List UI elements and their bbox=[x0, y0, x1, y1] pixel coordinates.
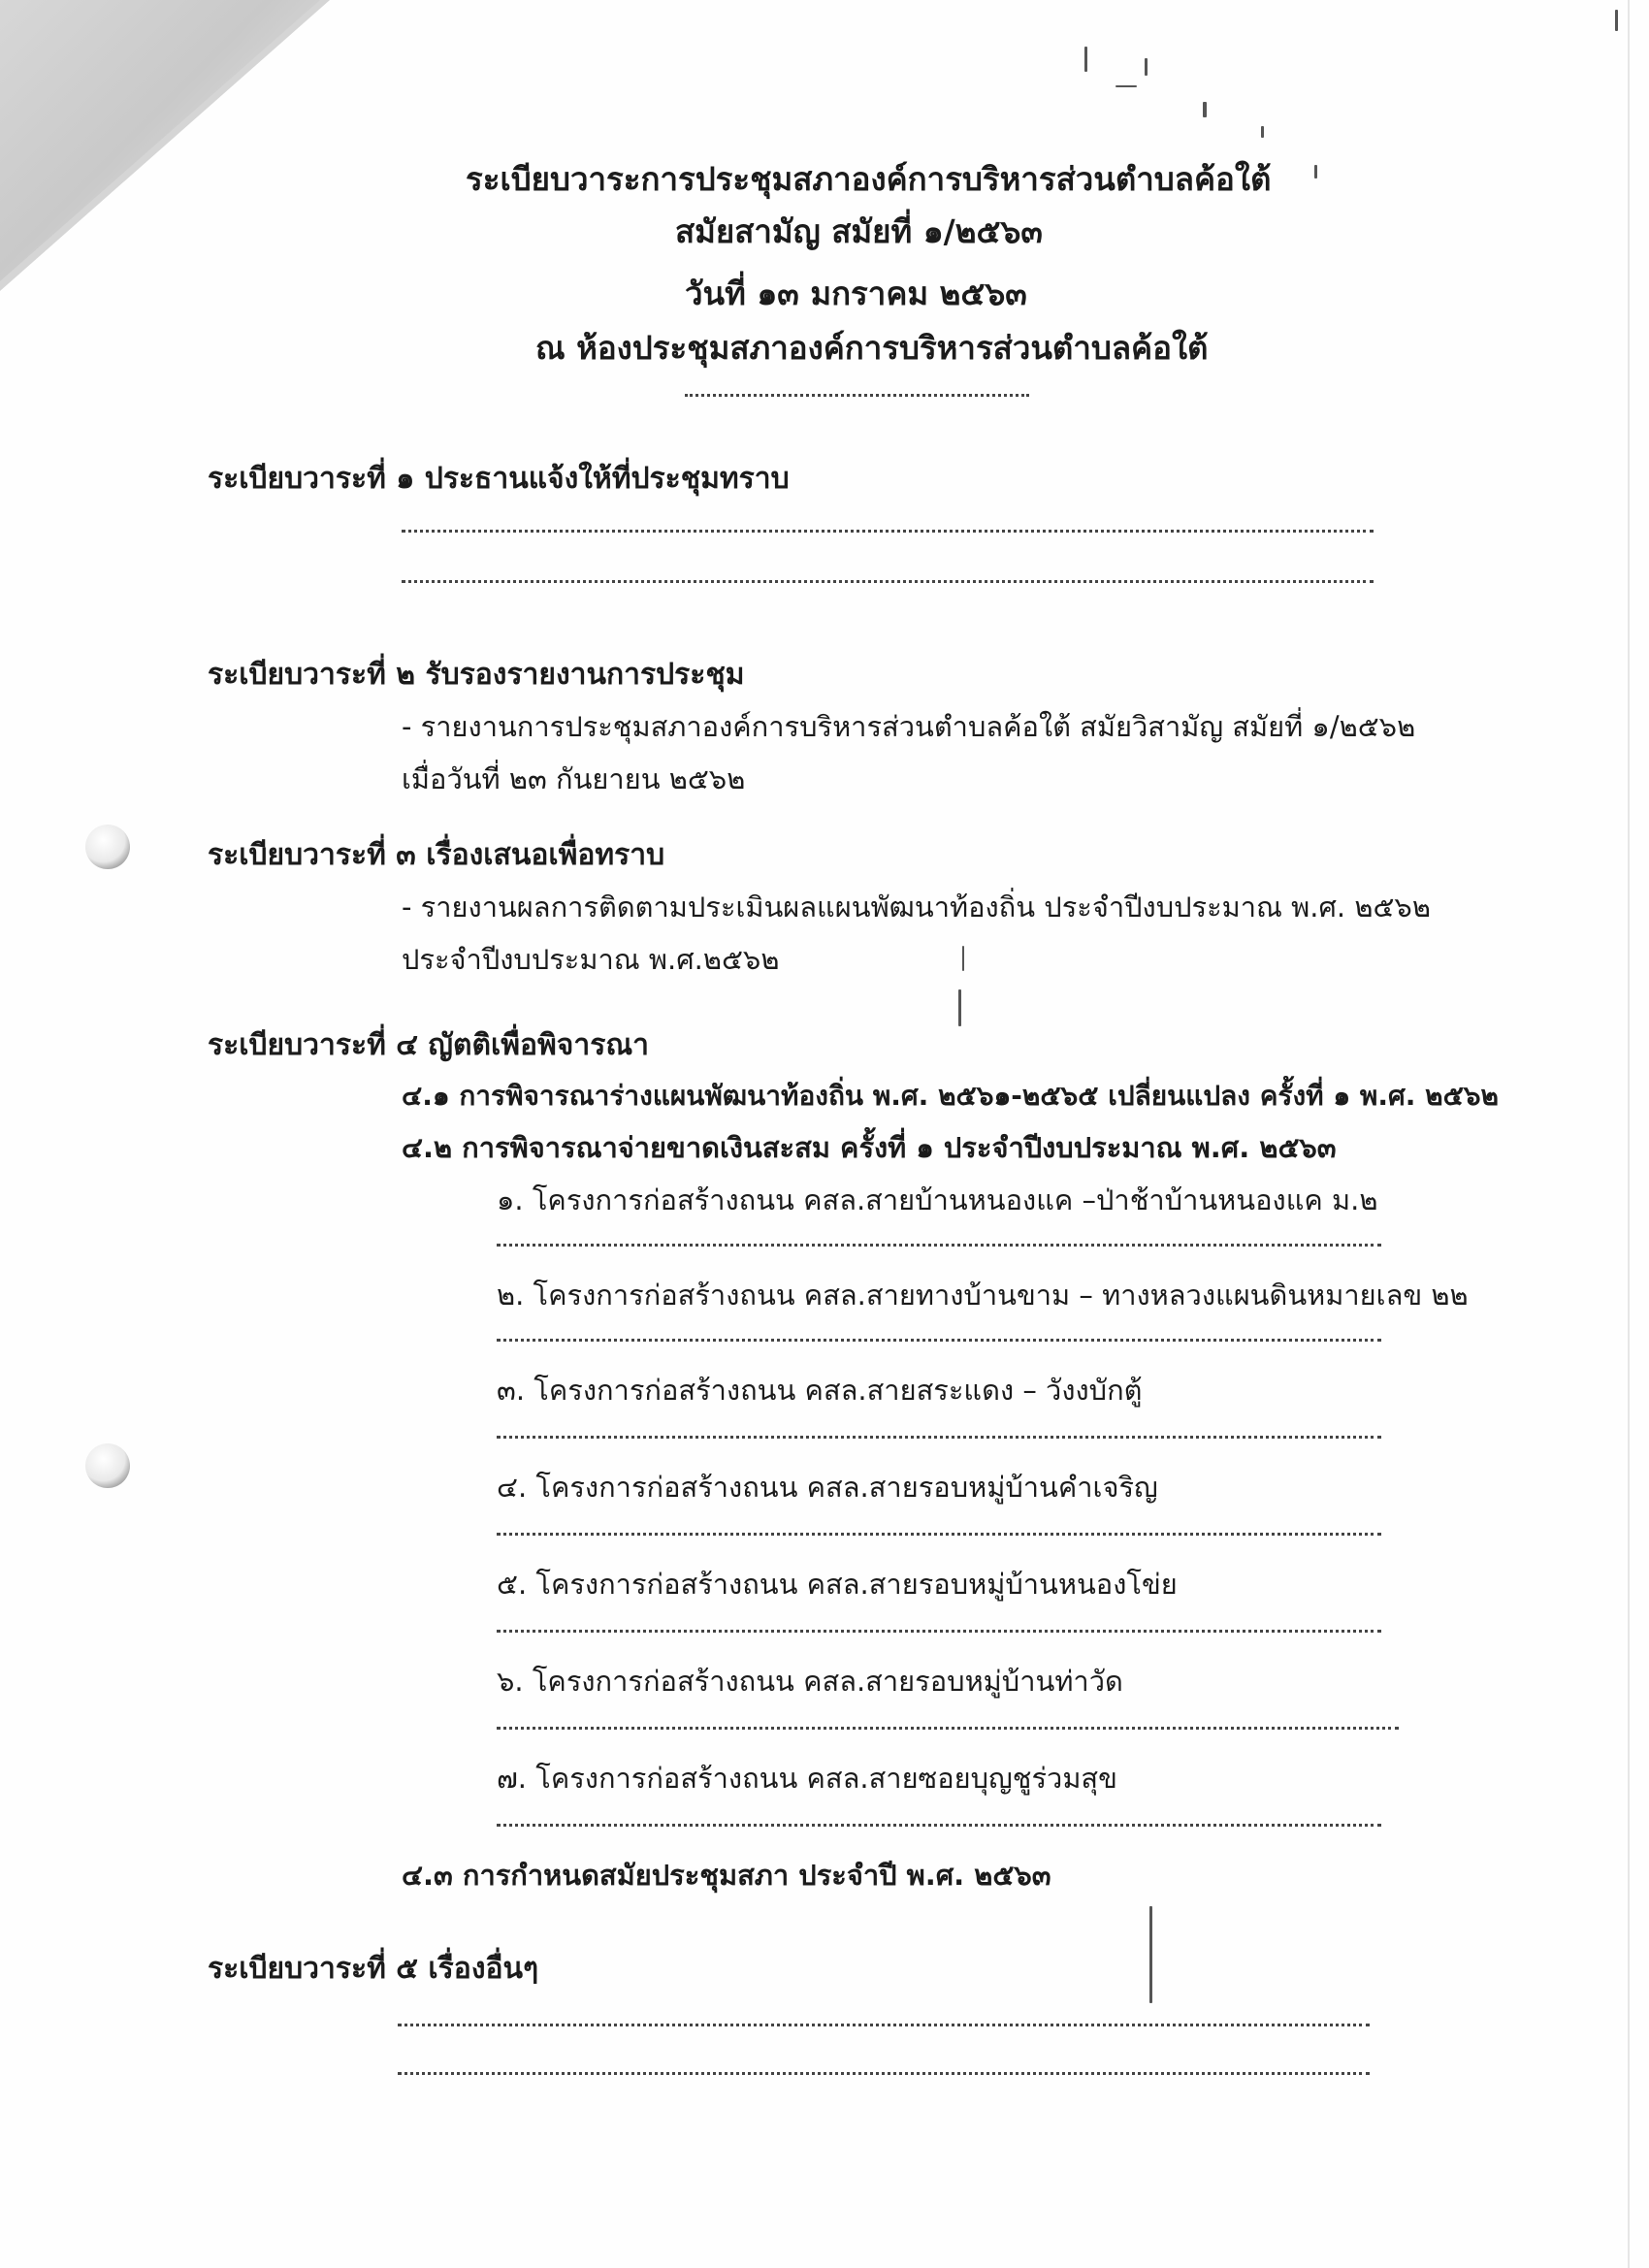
agenda-4-3: ๔.๓ การกำหนดสมัยประชุมสภา ประจำปี พ.ศ. ๒๕๖๓ bbox=[402, 1859, 1051, 1892]
document-title: ระเบียบวาระการประชุมสภาองค์การบริหารส่วนตำบลค้อใต้ bbox=[466, 160, 1272, 198]
project-blank-line bbox=[497, 1824, 1381, 1827]
project-blank-line bbox=[497, 1436, 1381, 1439]
date-line: วันที่ ๑๓ มกราคม ๒๕๖๓ bbox=[685, 275, 1027, 312]
scan-edge bbox=[1628, 0, 1630, 2268]
project-blank-line bbox=[497, 1533, 1381, 1536]
project-item: ๑. โครงการก่อสร้างถนน คสล.สายบ้านหนองแค –ป่าช้าบ้านหนองแค ม.๒ bbox=[497, 1183, 1378, 1216]
scan-speck bbox=[1203, 102, 1207, 117]
scan-speck bbox=[1145, 58, 1148, 76]
agenda-3-heading: ระเบียบวาระที่ ๓ เรื่องเสนอเพื่อทราบ bbox=[208, 838, 665, 872]
agenda-2-text: เมื่อวันที่ ๒๓ กันยายน ๒๕๖๒ bbox=[402, 762, 746, 795]
project-item: ๕. โครงการก่อสร้างถนน คสล.สายรอบหมู่บ้านหนองโข่ย bbox=[497, 1568, 1178, 1601]
header-divider bbox=[685, 394, 1029, 397]
project-item: ๓. โครงการก่อสร้างถนน คสล.สายสระแดง – วังงบักตู้ bbox=[497, 1374, 1143, 1407]
scan-speck bbox=[1314, 165, 1317, 178]
project-blank-line bbox=[497, 1630, 1381, 1633]
session-line: สมัยสามัญ สมัยที่ ๑/๒๕๖๓ bbox=[675, 212, 1043, 250]
agenda-3-text: ประจำปีงบประมาณ พ.ศ.๒๕๖๒ bbox=[402, 943, 780, 976]
agenda-1-blank-line bbox=[402, 530, 1374, 533]
agenda-5-blank-line bbox=[398, 2072, 1370, 2075]
scan-speck bbox=[1261, 126, 1264, 138]
agenda-4-1: ๔.๑ การพิจารณาร่างแผนพัฒนาท้องถิ่น พ.ศ. ๒๕๖๑-๒๕๖๕ เปลี่ยนแปลง ครั้งที่ ๑ พ.ศ. ๒๕๖๒ bbox=[402, 1080, 1499, 1112]
project-item: ๖. โครงการก่อสร้างถนน คสล.สายรอบหมู่บ้านท่าวัด bbox=[497, 1665, 1123, 1698]
agenda-5-heading: ระเบียบวาระที่ ๕ เรื่องอื่นๆ bbox=[208, 1952, 539, 1986]
punch-hole-bottom bbox=[85, 1443, 130, 1488]
project-item: ๒. โครงการก่อสร้างถนน คสล.สายทางบ้านขาม – ทางหลวงแผนดินหมายเลข ๒๒ bbox=[497, 1279, 1469, 1312]
agenda-4-2: ๔.๒ การพิจารณาจ่ายขาดเงินสะสม ครั้งที่ ๑ ประจำปีงบประมาณ พ.ศ. ๒๕๖๓ bbox=[402, 1131, 1337, 1164]
agenda-2-text: - รายงานการประชุมสภาองค์การบริหารส่วนตำบลค้อใต้ สมัยวิสามัญ สมัยที่ ๑/๒๕๖๒ bbox=[402, 710, 1416, 743]
project-blank-line bbox=[497, 1244, 1381, 1247]
venue-line: ณ ห้องประชุมสภาองค์การบริหารส่วนตำบลค้อใต้ bbox=[535, 329, 1209, 367]
project-blank-line bbox=[497, 1339, 1381, 1342]
agenda-5-blank-line bbox=[398, 2024, 1370, 2026]
project-item: ๔. โครงการก่อสร้างถนน คสล.สายรอบหมู่บ้านคำเจริญ bbox=[497, 1471, 1158, 1504]
scan-speck bbox=[962, 946, 964, 971]
punch-hole-top bbox=[85, 825, 130, 869]
scan-speck bbox=[958, 989, 961, 1026]
scan-speck bbox=[1149, 1906, 1152, 2003]
agenda-3-text: - รายงานผลการติดตามประเมินผลแผนพัฒนาท้องถิ่น ประจำปีงบประมาณ พ.ศ. ๒๕๖๒ bbox=[402, 891, 1431, 923]
project-item: ๗. โครงการก่อสร้างถนน คสล.สายซอยบุญชูร่วมสุข bbox=[497, 1762, 1117, 1795]
agenda-1-blank-line bbox=[402, 580, 1374, 583]
agenda-1-heading: ระเบียบวาระที่ ๑ ประธานแจ้งให้ที่ประชุมทราบ bbox=[208, 462, 790, 496]
scan-speck bbox=[1084, 47, 1087, 72]
scan-speck bbox=[1116, 85, 1137, 87]
agenda-2-heading: ระเบียบวาระที่ ๒ รับรองรายงานการประชุม bbox=[208, 658, 745, 692]
agenda-4-heading: ระเบียบวาระที่ ๔ ญัตติเพื่อพิจารณา bbox=[208, 1028, 649, 1062]
project-blank-line bbox=[497, 1727, 1399, 1730]
scan-speck bbox=[1615, 10, 1618, 31]
